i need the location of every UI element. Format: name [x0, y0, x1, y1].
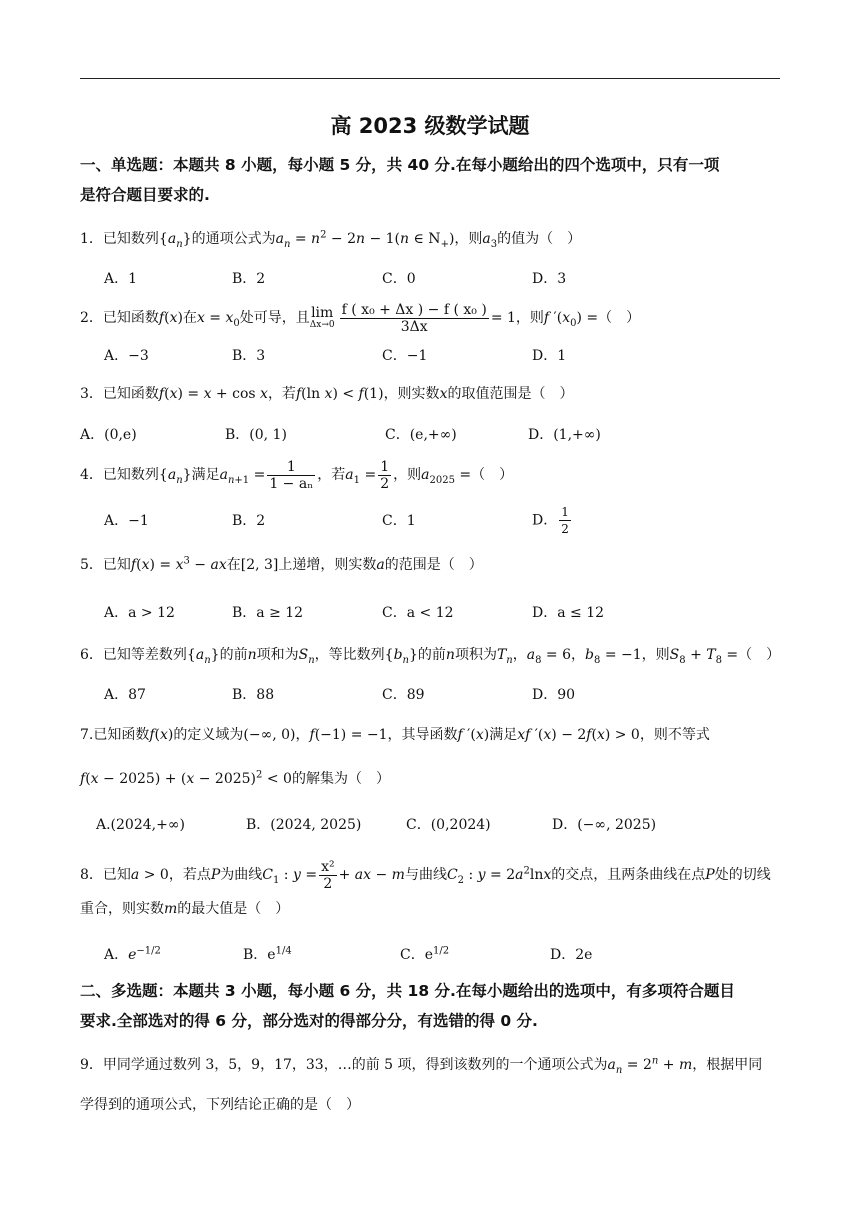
q2-text: 处可导，且	[239, 310, 310, 326]
question-8: 8．已知a > 0，若点P为曲线$C_1$ : y = $\frac{\text{x²}}{2}$ + ax − m与曲线$C_2$ : $y = 2a^2\ln x$的交点，且两条曲线在点P处的切线	[80, 858, 771, 892]
q7-text: 的定义域为	[173, 727, 244, 743]
q4-text: （ ）	[471, 467, 514, 483]
q8-option-b-label: B．	[243, 947, 268, 963]
q4-options	[80, 505, 780, 536]
q5-text: 上递增，则实数	[278, 557, 377, 573]
q8-option-a-label: A．	[104, 947, 129, 963]
question-3: 3．已知函数f(x) = x + cos x，若f(ln x) < f(1)，则实数x的取值范围是（ ）	[80, 386, 574, 402]
q4-option-c[interactable]: C．1	[382, 513, 416, 529]
header-rule	[80, 78, 780, 79]
q7-option-c[interactable]: C．(0,2024)	[406, 817, 491, 833]
q4-text: ，则	[393, 467, 422, 483]
q2-lim-word: lim	[311, 305, 334, 321]
q1-option-a[interactable]: A．1	[104, 271, 138, 287]
q1-text: ，则	[454, 231, 483, 247]
q3-option-a[interactable]: A．(0,e)	[80, 427, 137, 443]
q8-option-a[interactable]: A．$e^{-1/2}$	[104, 945, 161, 963]
q2-text: ，则	[515, 310, 544, 326]
q2-eq: = 1	[490, 310, 516, 326]
q7-text: ，其导函数	[387, 727, 458, 743]
q2-option-b[interactable]: B．3	[232, 348, 266, 364]
q2-options	[80, 345, 780, 367]
q4-optd-den: 2	[561, 522, 569, 536]
q8-frac-den: 2	[323, 875, 333, 892]
question-7: 7.已知函数f(x)的定义域为(−∞, 0)，f(−1) = −1，其导函数f ′(x)满足xf ′(x) − 2f(x) > 0，则不等式	[80, 727, 710, 743]
q8-fraction	[319, 859, 337, 892]
question-4: 4．已知数列$\{a_n\}$满足$a_{n+1}$ = $\frac{1}{\text{1 − aₙ}}$ ，若$a_1$ = $\frac{1}{2}$ ，则$a_{2025}$ =（ ）	[80, 458, 514, 492]
q1-option-d[interactable]: D．3	[532, 271, 567, 287]
q8-text: 与曲线	[404, 867, 447, 883]
q4-option-a[interactable]: A．−1	[104, 513, 149, 529]
q2-text: 已知函数	[102, 310, 159, 326]
q2-text: （ ）	[598, 310, 641, 326]
q4-text: ，若	[317, 467, 346, 483]
q1-text: 的通项公式为	[191, 231, 276, 247]
q3-text: ，若	[267, 386, 296, 402]
q7-text: ，则不等式	[639, 727, 710, 743]
q3-text: 的取值范围是（ ）	[447, 386, 574, 402]
q2-fraction	[340, 302, 489, 335]
q8-option-d[interactable]: D．2e	[550, 947, 593, 963]
q2-frac-num: f ( x₀ + Δx ) − f ( x₀ )	[341, 301, 487, 318]
q9-text: ，根据甲同	[692, 1057, 763, 1073]
question-5: 5．已知$f(x) = x^3$ − ax在[2, 3]上递增，则实数a的范围是（ ）	[80, 555, 483, 573]
section2-heading	[80, 976, 780, 1036]
section1-heading-line2: 是符合题目要求的.	[80, 186, 210, 204]
q5-option-a[interactable]: A．a > 12	[104, 605, 175, 621]
q5-options	[80, 602, 780, 624]
q5-text: 的范围是（ ）	[384, 557, 483, 573]
question-2: 2．已知函数f(x)在$x = x_0$处可导，且lim Δx→0 $\frac{\text{f ( x₀ + Δx ) − f ( x₀ )}}{3\Delta x}$ = 1，则f $'(x_0)$ =（ ）	[80, 301, 641, 335]
question-9-line2: 学得到的通项公式，下列结论正确的是（ ）	[80, 1097, 360, 1113]
q3-option-c[interactable]: C．(e,+∞)	[385, 427, 457, 443]
q2-limit	[310, 306, 335, 330]
q3-text: 已知函数	[102, 386, 159, 402]
q2-option-a[interactable]: A．−3	[104, 348, 149, 364]
q4-option-d[interactable]	[532, 504, 573, 537]
q4-text: 满足	[191, 467, 220, 483]
q2-lim-sub: Δx→0	[309, 320, 335, 330]
q5-option-b[interactable]: B．a ≥ 12	[232, 605, 304, 621]
q6-text: ，则	[641, 647, 670, 663]
q6-num: 6．	[80, 647, 103, 663]
q8-text: 的最大值是（ ）	[177, 901, 290, 917]
q8-frac-num: x²	[321, 858, 335, 875]
q3-num: 3．	[80, 386, 103, 402]
q2-frac-den: 3Δx	[400, 318, 428, 335]
q8-text: 的交点，且两条曲线在点	[551, 867, 706, 883]
q6-text: 项和为	[256, 647, 299, 663]
q8-text: ，若点	[168, 867, 211, 883]
q7-option-a[interactable]: A.(2024,+∞)	[96, 817, 185, 833]
q3-text: ，则实数	[383, 386, 440, 402]
q8-exp-b: 1/4	[275, 945, 292, 957]
q8-options	[80, 944, 780, 966]
q1-text: 已知数列	[102, 231, 159, 247]
page-title: 高 2023 级数学试题	[330, 114, 530, 138]
q6-options	[80, 684, 780, 706]
q5-option-c[interactable]: C．a < 12	[382, 605, 454, 621]
q3-option-b[interactable]: B．(0, 1)	[225, 427, 287, 443]
q7-option-b[interactable]: B．(2024, 2025)	[246, 817, 362, 833]
q6-text: 已知等差数列	[102, 647, 187, 663]
q4-optd-num: 1	[561, 505, 569, 519]
q8-exp-c: 1/2	[433, 945, 450, 957]
question-9: 9．甲同学通过数列 3，5，9，17，33，…的前 5 项，得到该数列的一个通项公式为$a_n = 2^n + m$，根据甲同	[80, 1055, 763, 1076]
q6-text: 项积为	[454, 647, 497, 663]
question-1: 1．已知数列$\{a_n\}$的通项公式为$a_n = n^2 - 2n - 1(n$ ∈ $N_+$)，则$a_3$的值为（ ）	[80, 229, 582, 250]
question-7-line2: $f(x - 2025) + (x - 2025)^2 < 0$的解集为（ ）	[80, 769, 390, 787]
question-8-line2: 重合，则实数m的最大值是（ ）	[80, 901, 290, 917]
q7-text: 的解集为（ ）	[291, 771, 390, 787]
q4-frac1-den: 1 − aₙ	[269, 475, 314, 492]
q9-text: 9．甲同学通过数列 3，5，9，17，33，…的前 5 项，得到该数列的一个通项公式为	[80, 1057, 608, 1073]
q8-option-c[interactable]: C．$e^{1/2}$	[400, 945, 450, 963]
q4-frac2-den: 2	[380, 475, 390, 492]
q4-num: 4．	[80, 467, 103, 483]
q2-num: 2．	[80, 310, 103, 326]
q8-text: 处的切线	[714, 867, 771, 883]
section1-heading	[80, 150, 780, 210]
q3-options	[80, 424, 780, 446]
q1-text: 的值为（ ）	[497, 231, 582, 247]
q4-frac2-num: 1	[380, 458, 390, 475]
q7-option-d[interactable]: D．(−∞, 2025)	[552, 817, 657, 833]
q4-option-d-label: D．	[532, 512, 558, 529]
q8-text: 重合，则实数	[80, 901, 164, 917]
q5-text: 在	[226, 557, 241, 573]
q2-option-c[interactable]: C．−1	[382, 348, 428, 364]
q6-option-d[interactable]: D．90	[532, 687, 576, 703]
q6-text: 的前	[417, 647, 446, 663]
q4-fraction-1	[267, 459, 315, 492]
q4-fraction-2	[378, 459, 391, 492]
q8-option-b[interactable]: B．$e^{1/4}$	[243, 945, 292, 963]
section2-heading-line1: 二、多选题：本题共 3 小题，每小题 6 分，共 18 分.在每小题给出的选项中，有多项符合题目	[80, 982, 735, 1000]
q6-option-a[interactable]: A．87	[104, 687, 146, 703]
q8-num: 8．	[80, 867, 103, 883]
q1-option-c[interactable]: C．0	[382, 271, 416, 287]
q6-text: ，等比数列	[314, 647, 385, 663]
question-6: 6．已知等差数列$\{a_n\}$的前n项和为$S_n$，等比数列$\{b_n\}$的前n项积为$T_n$，$a_8 = 6$，$b_8 = -1$，则$S_8 + T_8$ =（ ）	[80, 647, 781, 666]
q6-text: （ ）	[738, 647, 781, 663]
q4-text: 已知数列	[102, 467, 159, 483]
q4-option-d-fraction	[559, 504, 571, 537]
q1-options	[80, 268, 780, 290]
q2-text: 在	[182, 310, 197, 326]
q1-num: 1．	[80, 231, 103, 247]
q7-text: 满足	[489, 727, 518, 743]
q4-frac1-num: 1	[267, 459, 315, 476]
q8-option-c-label: C．	[400, 947, 425, 963]
q5-text: 已知	[102, 557, 131, 573]
q1-option-b[interactable]: B．2	[232, 271, 266, 287]
q7-options	[80, 814, 780, 836]
q4-option-b[interactable]: B．2	[232, 513, 266, 529]
q6-text: 的前	[219, 647, 248, 663]
q8-text: 已知	[102, 867, 131, 883]
section2-heading-line2: 要求.全部选对的得 6 分，部分选对的得部分分，有选错的得 0 分.	[80, 1012, 538, 1030]
q8-text: 为曲线	[220, 867, 263, 883]
q3-option-d[interactable]: D．(1,+∞)	[528, 427, 601, 443]
section1-heading-line1: 一、单选题：本题共 8 小题，每小题 5 分，共 40 分.在每小题给出的四个选项中，只有一项	[80, 156, 720, 174]
q8-exp-a: −1/2	[136, 945, 161, 957]
q5-num: 5．	[80, 557, 103, 573]
q6-option-c[interactable]: C．89	[382, 687, 425, 703]
q6-option-b[interactable]: B．88	[232, 687, 275, 703]
q7-text: 已知函数	[93, 727, 150, 743]
q7-num: 7.	[80, 727, 94, 743]
q5-option-d[interactable]: D．a ≤ 12	[532, 605, 605, 621]
q2-option-d[interactable]: D．1	[532, 348, 567, 364]
